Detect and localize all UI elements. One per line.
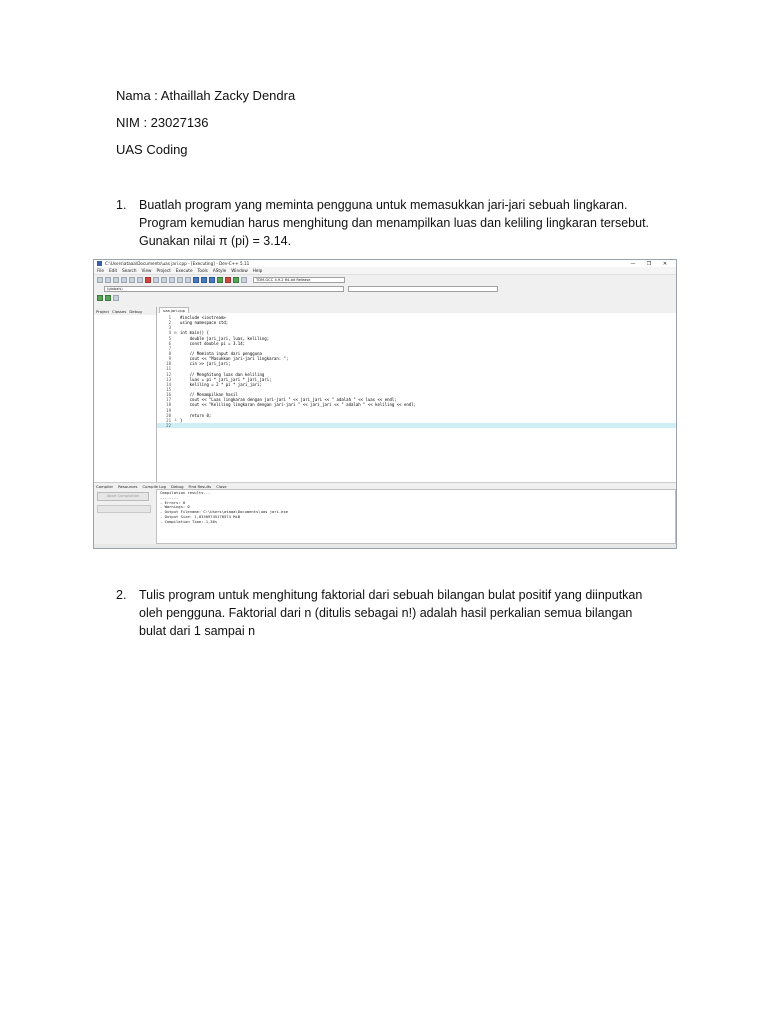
print-icon[interactable] (137, 277, 143, 283)
log-line: -------- (160, 494, 179, 500)
menu-tools[interactable]: Tools (197, 268, 208, 273)
menu-astyle[interactable]: AStyle (212, 268, 227, 273)
question-1-line-1: Buatlah program yang meminta pengguna untuk memasukkan jari-jari sebuah lingkaran. (139, 198, 628, 212)
bottom-left-panel (94, 489, 156, 544)
run-icon[interactable] (201, 277, 207, 283)
code-text: double jari_jari, luas, keliling; (180, 335, 270, 341)
line-number: 15 (166, 386, 171, 392)
undo-icon[interactable] (145, 277, 151, 283)
code-text: luas = pi * jari_jari * jari_jari; (180, 376, 272, 382)
save-all-icon[interactable] (121, 277, 127, 283)
line-number: 10 (166, 361, 171, 367)
menu-project[interactable]: Project (156, 268, 171, 273)
code-text: cout << "Keliling lingkaran dengan jari-jari " << jari_jari << " adalah " << keliling << endl; (180, 402, 417, 408)
code-line[interactable] (157, 423, 676, 428)
ide-menubar (94, 267, 676, 274)
compile-log (156, 489, 676, 544)
add-to-project-icon[interactable] (97, 295, 103, 301)
menu-view[interactable]: View (141, 268, 152, 273)
tab-resources[interactable]: Resources (118, 484, 138, 489)
line-number: 3 (168, 325, 171, 331)
tab-close[interactable]: Close (216, 484, 227, 489)
function-select[interactable] (348, 286, 498, 292)
code-text: // Meminta input dari pengguna (180, 350, 262, 356)
log-line: - Compilation Time: 1,36s (160, 518, 218, 524)
log-line: - Output Size: 1,83309745178574 MiB (160, 513, 241, 519)
compiler-select[interactable]: TDM-GCC 4.9.2 64-bit Release (253, 277, 345, 283)
line-number: 13 (166, 376, 171, 382)
line-number: 6 (168, 340, 171, 346)
line-number: 8 (168, 350, 171, 356)
fold-marker-icon[interactable]: └ (174, 417, 177, 423)
remove-from-project-icon[interactable] (105, 295, 111, 301)
code-text: using namespace std; (180, 320, 229, 326)
redo-icon[interactable] (153, 277, 159, 283)
ide-screenshot (93, 259, 677, 549)
log-line: - Warnings: 0 (160, 504, 190, 510)
tab-debug[interactable]: Debug (129, 308, 142, 314)
code-text: keliling = 2 * pi * jari_jari; (180, 381, 262, 387)
log-line: Compilation results... (160, 490, 211, 495)
code-editor[interactable] (157, 307, 676, 482)
code-text: cout << "Masukkan jari-jari lingkaran: "; (180, 356, 289, 362)
check-icon[interactable] (217, 277, 223, 283)
code-text: int main() { (180, 330, 209, 336)
menu-execute[interactable]: Execute (175, 268, 193, 273)
menu-help[interactable]: Help (252, 268, 263, 273)
line-number: 5 (168, 335, 171, 341)
menu-window[interactable]: Window (231, 268, 248, 273)
tab-debug-bottom[interactable]: Debug (171, 484, 184, 489)
tab-compiler[interactable]: Compiler (96, 484, 114, 489)
minimize-icon[interactable]: — (630, 260, 636, 267)
code-text: #include <iostream> (180, 315, 226, 320)
code-text: // Menampilkan hasil (180, 392, 238, 398)
line-number: 21 (166, 417, 171, 423)
line-number: 20 (166, 412, 171, 418)
question-1-number: 1. (116, 198, 127, 212)
editor-tab-file[interactable]: uas jari.cpp (159, 307, 189, 313)
scope-select[interactable]: (globals) (104, 286, 344, 292)
line-number: 16 (166, 392, 171, 398)
debug-icon[interactable] (233, 277, 239, 283)
scope-row (94, 284, 676, 293)
bottom-area (94, 489, 676, 544)
menu-search[interactable]: Search (122, 268, 137, 273)
question-2-number: 2. (116, 588, 127, 602)
question-2-line-2: oleh pengguna. Faktorial dari n (ditulis sebagai n!) adalah hasil perkalian semua bilangan (139, 606, 633, 620)
question-1-line-3: Gunakan nilai π (pi) = 3.14. (139, 234, 292, 248)
line-number: 9 (168, 356, 171, 362)
abort-compilation-button[interactable]: Abort Compilation (97, 492, 149, 501)
close-file-icon[interactable] (129, 277, 135, 283)
left-panel-tabs (94, 307, 156, 315)
fold-marker-icon[interactable]: ⊟ (174, 330, 177, 336)
tab-project[interactable]: Project (96, 308, 109, 314)
question-1-line-2: Program kemudian harus menghitung dan menampilkan luas dan keliling lingkaran tersebut. (139, 216, 650, 230)
question-2-text (139, 586, 684, 640)
tab-compile-log[interactable]: Compile Log (142, 484, 167, 489)
code-text: // Menghitung luas dan keliling (180, 371, 265, 377)
line-number: 14 (166, 381, 171, 387)
line-number: 17 (166, 397, 171, 403)
code-text: cin >> jari_jari; (180, 361, 231, 367)
menu-file[interactable]: File (97, 268, 105, 273)
stop-icon[interactable] (225, 277, 231, 283)
name-line: Nama : Athaillah Zacky Dendra (116, 88, 296, 103)
question-2-line-3: bulat dari 1 sampai n (139, 624, 256, 638)
menu-edit[interactable]: Edit (109, 268, 118, 273)
line-number: 4 (168, 330, 171, 336)
log-line: - Errors: 0 (160, 499, 186, 505)
line-number: 18 (166, 402, 171, 408)
compile-run-icon[interactable] (209, 277, 215, 283)
compile-icon[interactable] (193, 277, 199, 283)
ide-main-toolbar (94, 274, 676, 284)
new-file-icon[interactable] (97, 277, 103, 283)
line-number: 19 (166, 407, 171, 413)
question-1-text (139, 196, 684, 250)
restore-icon[interactable]: ❐ (646, 260, 652, 267)
code-text: } (180, 417, 183, 423)
code-text: const double pi = 3.14; (180, 340, 246, 346)
ide-statusbar (94, 544, 676, 548)
ide-small-toolbar (94, 293, 676, 302)
code-lines (157, 315, 676, 428)
find-icon[interactable] (161, 277, 167, 283)
project-panel (94, 307, 157, 482)
line-number: 1 (168, 315, 171, 320)
save-icon[interactable] (113, 277, 119, 283)
tab-classes[interactable]: Classes (112, 308, 127, 314)
subject-line: UAS Coding (116, 142, 188, 157)
unindent-icon[interactable] (185, 277, 191, 283)
replace-icon[interactable] (169, 277, 175, 283)
progress-bar (97, 505, 151, 513)
line-number: 11 (166, 366, 171, 372)
chart-icon[interactable] (241, 277, 247, 283)
editor-tabs (157, 307, 676, 313)
ide-main-area (94, 307, 676, 482)
line-number: 12 (166, 371, 171, 377)
devcpp-app-icon (97, 261, 102, 266)
line-number: 7 (168, 345, 171, 351)
close-icon[interactable]: ✕ (662, 260, 668, 267)
code-text: return 0; (180, 412, 212, 418)
open-file-icon[interactable] (105, 277, 111, 283)
fold-marker-icon (174, 423, 180, 428)
indent-icon[interactable] (177, 277, 183, 283)
ide-window-title: C:\Users\ataaa\Documents\uas jari.cpp - [Executing] - Dev-C++ 5.11 (105, 261, 250, 266)
nim-line: NIM : 23027136 (116, 115, 209, 130)
ide-titlebar (94, 260, 676, 267)
log-line: - Output Filename: C:\Users\ataaa\Documents\uas jari.exe (160, 509, 289, 515)
question-2-line-1: Tulis program untuk menghitung faktorial dari sebuah bilangan bulat positif yang diinputkan (139, 588, 643, 602)
code-text: cout << "Luas lingkaran dengan jari-jari " << jari_jari << " adalah " << luas << endl; (180, 397, 397, 403)
tab-find-results[interactable]: Find Results (188, 484, 212, 489)
line-number: 22 (166, 422, 171, 428)
project-options-icon[interactable] (113, 295, 119, 301)
line-number: 2 (168, 320, 171, 326)
